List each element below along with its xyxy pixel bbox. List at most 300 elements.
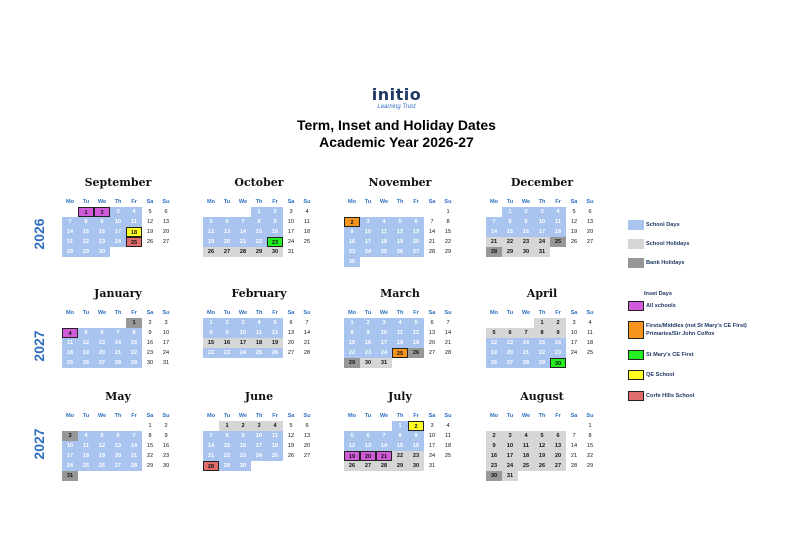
day-cell: 6 [219, 217, 235, 227]
day-cell: 24 [534, 237, 550, 247]
weekday-label: Tu [82, 310, 90, 316]
day-cell: 18 [126, 227, 142, 237]
day-cell: 17 [428, 443, 436, 449]
day-cell: 9 [550, 328, 566, 338]
day-cell: 4 [251, 318, 267, 328]
day-cell: 4 [267, 421, 283, 431]
weekday-label: Mo [206, 310, 216, 316]
week-row [62, 461, 174, 471]
day-cell: 14 [428, 229, 436, 235]
week-row [344, 318, 456, 328]
month-name: July [388, 390, 412, 403]
week-row [62, 421, 174, 431]
day-cell: 31 [428, 463, 436, 469]
weekday-label: Fr [555, 199, 561, 205]
day-cell: 22 [78, 237, 94, 247]
day-cell: 7 [305, 320, 309, 326]
empty-cell [582, 471, 598, 481]
week-row [203, 461, 315, 471]
day-cell: 20 [94, 348, 110, 358]
day-cell: 18 [550, 227, 566, 237]
day-cell: 13 [586, 219, 594, 225]
day-cell: 28 [570, 463, 578, 469]
week-row [344, 461, 456, 471]
weekday-label: Th [114, 413, 122, 419]
weekday-header [486, 308, 598, 318]
day-cell: 12 [408, 328, 424, 338]
day-cell: 11 [304, 219, 310, 225]
legend [628, 0, 793, 557]
day-cell: 25 [78, 461, 94, 471]
day-cell: 5 [148, 209, 152, 215]
day-cell: 22 [251, 237, 267, 247]
day-cell: 21 [62, 237, 78, 247]
day-cell: 14 [303, 330, 311, 336]
day-cell: 1 [219, 421, 235, 431]
weekday-label: We [379, 310, 389, 316]
day-cell: 2 [219, 318, 235, 328]
day-cell: 24 [360, 247, 376, 257]
legend-corfe-label: Corfe Hills School [646, 393, 695, 399]
day-cell: 29 [392, 461, 408, 471]
week-row [344, 328, 456, 338]
weekday-label: Th [538, 199, 546, 205]
day-cell: 15 [534, 338, 550, 348]
weekday-header [62, 197, 174, 207]
weekday-label: We [521, 199, 531, 205]
day-cell: 15 [78, 227, 94, 237]
day-cell: 18 [267, 441, 283, 451]
legend-qe-label: QE School [646, 372, 675, 378]
day-cell: 18 [392, 338, 408, 348]
day-cell: 7 [62, 217, 78, 227]
day-cell: 22 [146, 453, 154, 459]
legend-corfe-swatch [628, 391, 644, 401]
week-row [486, 431, 598, 441]
weekday-label: We [521, 310, 531, 316]
day-cell: 4 [376, 217, 392, 227]
weekday-label: Mo [65, 199, 75, 205]
page-title: Term, Inset and Holiday Dates [297, 117, 496, 133]
legend-firsts-line1: Firsts/Middles (not St Mary's CE First) [646, 323, 747, 329]
empty-cell [110, 318, 126, 328]
weekday-label: Th [396, 199, 404, 205]
weekday-label: Tu [506, 199, 514, 205]
day-cell: 3 [360, 217, 376, 227]
month-april [486, 287, 598, 368]
weekday-label: Mo [347, 413, 357, 419]
day-cell: 7 [446, 320, 450, 326]
week-row [203, 217, 315, 227]
day-cell: 20 [408, 237, 424, 247]
empty-cell [126, 421, 142, 431]
day-cell: 27 [162, 239, 170, 245]
month-name: May [105, 390, 131, 403]
day-cell: 16 [408, 441, 424, 451]
weekday-label: Fr [413, 310, 419, 316]
empty-cell [566, 358, 582, 368]
day-cell: 25 [251, 348, 267, 358]
day-cell: 5 [267, 318, 283, 328]
empty-cell [360, 421, 376, 431]
week-row [62, 471, 174, 481]
weekday-label: Tu [364, 310, 372, 316]
day-cell: 28 [203, 461, 219, 471]
weekday-header [486, 411, 598, 421]
day-cell: 7 [110, 328, 126, 338]
month-june [203, 390, 315, 471]
day-cell: 8 [148, 433, 152, 439]
day-cell: 23 [408, 451, 424, 461]
day-cell: 9 [344, 227, 360, 237]
day-cell: 29 [78, 247, 94, 257]
weekday-label: Sa [287, 310, 295, 316]
empty-cell [110, 471, 126, 481]
day-cell: 24 [502, 461, 518, 471]
day-cell: 23 [518, 237, 534, 247]
day-cell: 17 [534, 227, 550, 237]
week-row [62, 338, 174, 348]
empty-cell [360, 207, 376, 217]
weekday-label: Fr [272, 199, 278, 205]
empty-cell [518, 318, 534, 328]
day-cell: 12 [203, 227, 219, 237]
weekday-label: Tu [506, 310, 514, 316]
day-cell: 25 [303, 239, 311, 245]
weekday-label: Sa [570, 413, 578, 419]
week-row [203, 421, 315, 431]
weekday-label: Fr [272, 310, 278, 316]
day-cell: 21 [376, 451, 392, 461]
day-cell: 24 [251, 451, 267, 461]
day-cell: 7 [518, 328, 534, 338]
day-cell: 24 [287, 239, 295, 245]
legend-all-label: All schools [646, 303, 676, 309]
day-cell: 28 [444, 350, 452, 356]
day-cell: 9 [360, 328, 376, 338]
weekday-label: Th [114, 199, 122, 205]
month-name: January [94, 287, 142, 300]
empty-cell [110, 421, 126, 431]
weekday-label: Su [303, 199, 311, 205]
week-row [486, 217, 598, 227]
day-cell: 21 [235, 237, 251, 247]
weekday-label: Fr [272, 413, 278, 419]
day-cell: 6 [110, 431, 126, 441]
weekday-label: Su [303, 310, 311, 316]
day-cell: 27 [303, 453, 311, 459]
day-cell: 3 [502, 431, 518, 441]
day-cell: 30 [344, 257, 360, 267]
empty-cell [267, 461, 283, 471]
day-cell: 20 [162, 229, 170, 235]
month-august [486, 390, 598, 481]
day-cell: 15 [219, 441, 235, 451]
week-row [486, 451, 598, 461]
day-cell: 23 [235, 451, 251, 461]
empty-cell [158, 247, 174, 257]
week-row [203, 328, 315, 338]
day-cell: 15 [126, 338, 142, 348]
week-row [62, 358, 174, 368]
month-name: September [84, 176, 152, 189]
day-cell: 27 [110, 461, 126, 471]
day-cell: 26 [534, 461, 550, 471]
day-cell: 1 [588, 423, 592, 429]
day-cell: 27 [219, 247, 235, 257]
empty-cell [142, 471, 158, 481]
day-cell: 18 [303, 229, 311, 235]
week-row [486, 207, 598, 217]
empty-cell [518, 421, 534, 431]
day-cell: 20 [550, 451, 566, 461]
empty-cell [376, 421, 392, 431]
weekday-label: We [379, 413, 389, 419]
day-cell: 7 [486, 217, 502, 227]
day-cell: 12 [78, 338, 94, 348]
day-cell: 21 [518, 348, 534, 358]
day-cell: 4 [62, 328, 78, 338]
empty-cell [94, 421, 110, 431]
day-cell: 5 [94, 431, 110, 441]
month-january [62, 287, 174, 368]
day-cell: 21 [428, 239, 436, 245]
day-cell: 30 [235, 461, 251, 471]
day-cell: 16 [344, 237, 360, 247]
empty-cell [534, 421, 550, 431]
year-label-row1: 2026 [31, 218, 47, 250]
weekday-label: Fr [413, 199, 419, 205]
day-cell: 15 [586, 443, 594, 449]
day-cell: 16 [486, 451, 502, 461]
day-cell: 3 [376, 318, 392, 328]
day-cell: 21 [486, 237, 502, 247]
week-row [344, 358, 456, 368]
week-row [62, 348, 174, 358]
day-cell: 6 [164, 209, 168, 215]
weekday-header [203, 308, 315, 318]
day-cell: 4 [518, 431, 534, 441]
day-cell: 28 [303, 350, 311, 356]
day-cell: 23 [360, 348, 376, 358]
day-cell: 11 [251, 328, 267, 338]
day-cell: 21 [203, 451, 219, 461]
day-cell: 5 [289, 423, 293, 429]
day-cell: 13 [550, 441, 566, 451]
day-cell: 21 [110, 348, 126, 358]
day-cell: 1 [502, 207, 518, 217]
week-row [62, 328, 174, 338]
day-cell: 18 [518, 451, 534, 461]
day-cell: 16 [360, 338, 376, 348]
week-row [486, 328, 598, 338]
day-cell: 20 [110, 451, 126, 461]
day-cell: 15 [392, 441, 408, 451]
day-cell: 26 [392, 247, 408, 257]
day-cell: 1 [392, 421, 408, 431]
day-cell: 1 [203, 318, 219, 328]
day-cell: 17 [251, 441, 267, 451]
day-cell: 9 [408, 431, 424, 441]
day-cell: 24 [162, 350, 170, 356]
day-cell: 25 [392, 348, 408, 358]
day-cell: 21 [444, 340, 452, 346]
day-cell: 3 [110, 207, 126, 217]
week-row [486, 441, 598, 451]
day-cell: 7 [430, 219, 434, 225]
day-cell: 15 [444, 229, 452, 235]
day-cell: 24 [110, 237, 126, 247]
day-cell: 2 [360, 318, 376, 328]
day-cell: 17 [360, 237, 376, 247]
day-cell: 16 [94, 227, 110, 237]
day-cell: 9 [148, 330, 152, 336]
weekday-header [203, 411, 315, 421]
day-cell: 26 [203, 247, 219, 257]
empty-cell [344, 421, 360, 431]
weekday-label: Tu [364, 413, 372, 419]
day-cell: 29 [444, 249, 452, 255]
day-cell: 19 [534, 451, 550, 461]
empty-cell [392, 207, 408, 217]
empty-cell [62, 207, 78, 217]
day-cell: 29 [344, 358, 360, 368]
week-row [344, 227, 456, 237]
day-cell: 27 [502, 358, 518, 368]
day-cell: 19 [570, 229, 578, 235]
weekday-label: Su [444, 310, 452, 316]
day-cell: 28 [126, 461, 142, 471]
month-may [62, 390, 174, 481]
day-cell: 14 [62, 227, 78, 237]
week-row [62, 431, 174, 441]
day-cell: 12 [534, 441, 550, 451]
day-cell: 2 [550, 318, 566, 328]
day-cell: 29 [534, 358, 550, 368]
week-row [203, 441, 315, 451]
day-cell: 26 [570, 239, 578, 245]
day-cell: 12 [287, 433, 295, 439]
day-cell: 8 [219, 431, 235, 441]
weekday-label: Tu [82, 413, 90, 419]
day-cell: 26 [94, 461, 110, 471]
day-cell: 10 [502, 441, 518, 451]
empty-cell [566, 471, 582, 481]
day-cell: 1 [446, 209, 450, 215]
weekday-header [203, 197, 315, 207]
empty-cell [582, 247, 598, 257]
day-cell: 15 [344, 338, 360, 348]
day-cell: 7 [203, 431, 219, 441]
empty-cell [392, 358, 408, 368]
day-cell: 8 [203, 328, 219, 338]
empty-cell [110, 247, 126, 257]
legend-bank-swatch [628, 258, 644, 268]
day-cell: 19 [146, 229, 154, 235]
day-cell: 10 [235, 328, 251, 338]
weekday-label: Tu [506, 413, 514, 419]
day-cell: 11 [267, 431, 283, 441]
day-cell: 9 [267, 217, 283, 227]
legend-holiday-label: School Holidays [646, 241, 690, 247]
day-cell: 18 [444, 443, 452, 449]
day-cell: 25 [518, 461, 534, 471]
day-cell: 19 [408, 338, 424, 348]
month-name: June [244, 390, 274, 403]
day-cell: 18 [62, 348, 78, 358]
month-name: August [520, 390, 564, 403]
week-row [344, 441, 456, 451]
day-cell: 27 [408, 247, 424, 257]
weekday-label: Mo [65, 310, 75, 316]
day-cell: 13 [360, 441, 376, 451]
empty-cell [440, 358, 456, 368]
day-cell: 25 [586, 350, 594, 356]
legend-inset-heading: Inset Days [644, 291, 672, 297]
day-cell: 11 [392, 328, 408, 338]
day-cell: 6 [408, 217, 424, 227]
empty-cell [219, 207, 235, 217]
day-cell: 26 [344, 461, 360, 471]
day-cell: 18 [586, 340, 594, 346]
empty-cell [62, 421, 78, 431]
day-cell: 26 [408, 348, 424, 358]
legend-inset-qe [628, 370, 674, 380]
day-cell: 11 [376, 227, 392, 237]
day-cell: 19 [486, 348, 502, 358]
day-cell: 5 [344, 431, 360, 441]
empty-cell [550, 471, 566, 481]
day-cell: 13 [408, 227, 424, 237]
week-row [62, 237, 174, 247]
day-cell: 6 [550, 431, 566, 441]
day-cell: 20 [428, 340, 436, 346]
day-cell: 2 [518, 207, 534, 217]
weekday-label: We [238, 199, 248, 205]
empty-cell [424, 257, 440, 267]
month-february [203, 287, 315, 358]
day-cell: 28 [376, 461, 392, 471]
day-cell: 4 [392, 318, 408, 328]
week-row [203, 318, 315, 328]
month-march [344, 287, 456, 368]
day-cell: 16 [267, 227, 283, 237]
weekday-label: Tu [223, 413, 231, 419]
day-cell: 19 [203, 237, 219, 247]
day-cell: 12 [392, 227, 408, 237]
week-row [62, 217, 174, 227]
legend-inset-firsts [628, 321, 747, 339]
empty-cell [344, 207, 360, 217]
day-cell: 23 [162, 453, 170, 459]
weekday-label: Sa [428, 413, 436, 419]
day-cell: 7 [126, 431, 142, 441]
day-cell: 5 [78, 328, 94, 338]
weekday-label: Th [538, 413, 546, 419]
month-september [62, 176, 174, 257]
weekday-label: We [238, 413, 248, 419]
day-cell: 4 [550, 207, 566, 217]
day-cell: 17 [110, 227, 126, 237]
day-cell: 7 [376, 431, 392, 441]
day-cell: 10 [110, 217, 126, 227]
day-cell: 1 [251, 207, 267, 217]
day-cell: 4 [446, 423, 450, 429]
day-cell: 16 [146, 340, 154, 346]
day-cell: 30 [518, 247, 534, 257]
weekday-label: Mo [347, 310, 357, 316]
day-cell: 15 [203, 338, 219, 348]
